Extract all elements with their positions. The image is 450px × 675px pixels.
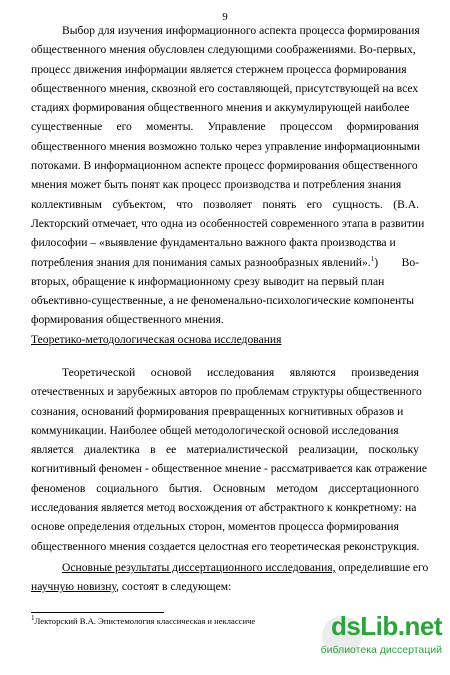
word: произведения: [351, 366, 419, 379]
text-line: [31, 233, 419, 252]
paragraph-main-results: [31, 558, 429, 597]
word: позволяет: [203, 197, 253, 211]
word: его: [306, 197, 323, 211]
text-line: [31, 363, 419, 382]
dslib-watermark: [292, 606, 442, 666]
line-text: объективно-существенные, а не феноменально-психологические компоненты: [31, 294, 415, 308]
word: бытия.: [168, 481, 203, 495]
word: диалектика: [84, 443, 140, 457]
word: потребления знания для понимания самых разнообразных явлений».: [31, 255, 371, 269]
text-line: [31, 79, 419, 98]
word: ее: [165, 443, 177, 457]
line-text: общественного мнения, сквозной его составляющей, присутствующей на всех: [31, 81, 419, 95]
word: что: [176, 197, 193, 211]
main-results-rest: определившие его: [338, 561, 429, 574]
line-text: мнения может быть понят как процесс производства и потребления знания: [31, 178, 402, 192]
word: Во-: [401, 255, 419, 269]
text-line: [31, 382, 422, 401]
line-text: основе определения отдельных сторон, моментов процесса формирования: [31, 520, 399, 534]
word: является: [31, 443, 74, 457]
word: реализации,: [298, 443, 359, 457]
text-line: [31, 175, 419, 194]
word: являются: [289, 366, 336, 379]
main-results-underlined: Основные результаты диссертационного исследования,: [62, 561, 336, 574]
footnote-reference-suffix: ): [374, 255, 379, 269]
text-line: [31, 137, 419, 156]
word: социального: [96, 481, 159, 495]
footnote-divider: [31, 612, 164, 613]
footnote: [31, 616, 255, 627]
line-text: отечественных и зарубежных авторов по проблемам структуры общественного: [31, 385, 422, 399]
section-heading: Теоретико-методологическая основа исследования: [31, 333, 282, 346]
line-text: формирования общественного мнения.: [31, 313, 224, 327]
word: феноменов: [31, 481, 86, 495]
text-line: [31, 537, 419, 556]
paragraph-theoretical-basis: [31, 363, 427, 556]
line-text: стадиях формирования общественного мнения и аккумулирующей наиболее: [31, 101, 410, 115]
line-text: исследования является метод восхождения от абстрактного к конкретному: на: [31, 501, 417, 515]
text-line: [31, 156, 419, 175]
text-line: [31, 498, 419, 517]
line-text: Лекторский отмечает, что одна из особенностей современного этапа в развитии: [31, 216, 425, 230]
word: диссертационного: [328, 481, 419, 495]
text-line: [31, 402, 419, 421]
scientific-novelty-underlined: научную новизну: [31, 580, 117, 594]
word: существенные: [31, 120, 103, 134]
footnote-reference: 1: [370, 254, 375, 263]
line-text: коммуникации. Наиболее общей методологической основой исследования: [31, 423, 399, 437]
word: коллективным: [31, 197, 102, 211]
word: Теоретической: [62, 366, 136, 379]
text-line: [31, 98, 419, 117]
footnote-text: Лекторский В.А. Эпистемология классическая и неклассиче: [34, 616, 256, 626]
word: методом: [276, 481, 318, 495]
text-line: [31, 421, 419, 440]
footnote-marker: 1: [31, 614, 35, 623]
word: процессом: [279, 120, 333, 134]
text-line: [31, 40, 419, 59]
paragraph-information-aspect: [31, 21, 425, 330]
word: (В.А.: [393, 197, 419, 211]
text-line: [31, 60, 419, 79]
word: его: [116, 120, 132, 134]
text-line: [31, 195, 419, 214]
line-text: процесс движения информации является стержнем процесса формирования: [31, 62, 407, 76]
word: моменты.: [146, 120, 194, 134]
word: сущность.: [332, 197, 383, 211]
word: Основным: [212, 481, 266, 495]
word: поскольку: [368, 443, 419, 457]
page-number: 9: [222, 11, 228, 23]
line-text: когнитивный феномен - общественное мнение - рассматривается как отражение: [31, 462, 427, 476]
line-text: Выбор для изучения информационного аспекта процесса формирования: [62, 24, 420, 37]
text-line: [31, 272, 419, 291]
word: основой: [150, 366, 192, 379]
text-line: [31, 214, 425, 233]
text-line: [31, 117, 419, 136]
line-text: общественного мнения обусловлен следующими соображениями. Во-первых,: [31, 43, 416, 57]
word: исследования: [206, 366, 275, 379]
word: в: [150, 443, 156, 457]
scientific-novelty-rest: , состоят в следующем:: [116, 580, 232, 594]
line-text: вторых, обращение к информационному срезу выводит на первый план: [31, 274, 385, 288]
text-line: [31, 253, 419, 272]
text-line: [31, 310, 419, 329]
text-line: [31, 291, 419, 310]
text-line: [31, 440, 419, 459]
text-line: [31, 21, 419, 40]
word: формирования: [346, 120, 419, 134]
text-line: [31, 459, 427, 478]
watermark-subtitle: библиотека диссертаций: [320, 644, 442, 656]
line-text: сознания, оснований формирования превращенных когнитивных образов и: [31, 404, 404, 418]
text-line: [31, 479, 419, 498]
section-heading-block: [31, 330, 419, 349]
word: субъектом,: [112, 197, 166, 211]
line-text: общественного мнения создается целостная его теоретическая реконструкция.: [31, 539, 420, 553]
quote-with-reference: [31, 253, 378, 272]
word: понять: [262, 197, 297, 211]
line-text: философии – «выявление фундаментально важного факта производства и: [31, 236, 396, 250]
line-text: потоками. В информационном аспекте процесс формирования общественного: [31, 159, 418, 173]
watermark-logo: dsLib.net: [330, 611, 442, 641]
word: материалистической: [186, 443, 289, 457]
word: Управление: [207, 120, 266, 134]
line-text: общественного мнения возможно только через управление информационными: [31, 139, 421, 153]
text-line: [31, 517, 419, 536]
